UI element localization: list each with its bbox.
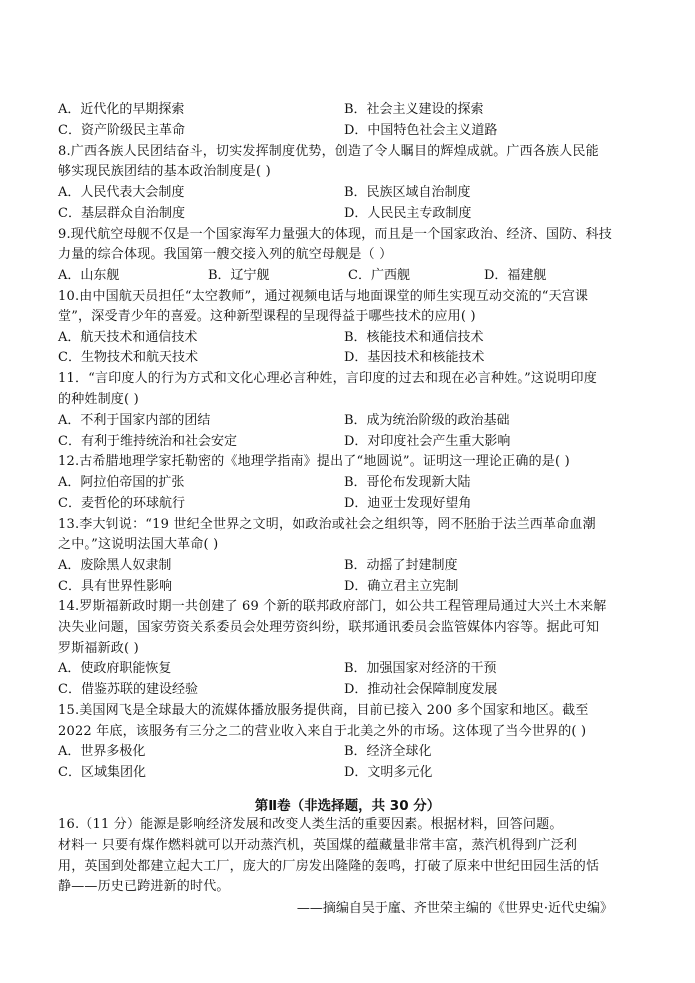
q8-option-a[interactable]: A．人民代表大会制度 [58,185,185,200]
q16-source: ——摘编自吴于廑、齐世荣主编的《世界史·近代史编》 [296,901,613,916]
q9-stem-line-1: 9.现代航空母舰不仅是一个国家海军力量强大的体现，而且是一个国家政治、经济、国防、科技 [58,227,613,242]
q10-stem-line-1: 10.由中国航天员担任“太空教师”，通过视频电话与地面课堂的师生实现互动交流的“天宫课 [58,289,589,304]
q13-option-b[interactable]: B．动摇了封建制度 [344,558,458,573]
q9-option-a[interactable]: A．山东舰 [58,268,120,283]
q13-stem-line-1: 13.李大钊说：“19 世纪全世界之文明，如政治或社会之组织等，罔不胚胎于法兰西革命血潮 [58,517,596,532]
q7-option-d[interactable]: D．中国特色社会主义道路 [344,123,498,138]
q7-option-a[interactable]: A．近代化的早期探索 [58,102,185,117]
q15-option-a[interactable]: A．世界多极化 [58,744,146,759]
q10-option-d[interactable]: D．基因技术和核能技术 [344,350,485,365]
q13-option-d[interactable]: D．确立君主立宪制 [344,579,459,594]
q14-option-b[interactable]: B．加强国家对经济的干预 [344,661,497,676]
q7-option-c[interactable]: C．资产阶级民主革命 [58,123,185,138]
q12-option-a[interactable]: A．阿拉伯帝国的扩张 [58,475,185,490]
q11-option-d[interactable]: D．对印度社会产生重大影响 [344,434,511,449]
q15-option-b[interactable]: B．经济全球化 [344,744,432,759]
q14-option-a[interactable]: A．使政府职能恢复 [58,661,172,676]
q14-option-d[interactable]: D．推动社会保障制度发展 [344,682,498,697]
q13-option-a[interactable]: A．废除黑人奴隶制 [58,558,172,573]
q10-option-c[interactable]: C．生物技术和航天技术 [58,350,198,365]
q9-option-d[interactable]: D．福建舰 [484,268,547,283]
q16-line-2: 材料一 只要有煤作燃料就可以开动蒸汽机，英国煤的蕴藏量非常丰富，蒸汽机得到广泛利 [58,838,578,853]
q15-option-c[interactable]: C．区域集团化 [58,765,146,780]
q15-stem-line-2: 2022 年底，该服务有三分之二的营业收入来自于北美之外的市场。这体现了当今世界的( ) [58,724,587,739]
q13-stem-line-2: 之中。”这说明法国大革命( ) [58,537,219,552]
q13-option-c[interactable]: C．具有世界性影响 [58,579,172,594]
q12-stem-line-1: 12.古希腊地理学家托勒密的《地理学指南》提出了“地圆说”。证明这一理论正确的是( ) [58,454,570,469]
q14-stem-line-1: 14.罗斯福新政时期一共创建了 69 个新的联邦政府部门，如公共工程管理局通过大兴土木来解 [58,599,607,614]
q12-option-d[interactable]: D．迪亚士发现好望角 [344,496,472,511]
q14-stem-line-2: 决失业问题，国家劳资关系委员会处理劳资纠纷，联邦通讯委员会监管媒体内容等。据此可知 [58,620,600,635]
q10-option-a[interactable]: A．航天技术和通信技术 [58,330,198,345]
q12-option-c[interactable]: C．麦哲伦的环球航行 [58,496,185,511]
q9-stem-line-2: 力量的综合体现。我国第一艘交接入列的航空母舰是（ ） [58,247,393,262]
q8-option-d[interactable]: D．人民民主专政制度 [344,206,472,221]
q14-option-c[interactable]: C．借鉴苏联的建设经验 [58,682,198,697]
q16-line-1: 16.（11 分）能源是影响经济发展和改变人类生活的重要因素。根据材料，回答问题。 [58,817,563,832]
q10-stem-line-2: 堂”，深受青少年的喜爱。这种新型课程的呈现得益于哪些技术的应用( ) [58,309,476,324]
q8-stem-line-2: 够实现民族团结的基本政治制度是( ) [58,164,271,179]
q8-option-c[interactable]: C．基层群众自治制度 [58,206,185,221]
q11-option-c[interactable]: C．有利于维持统治和社会安定 [58,434,237,449]
q7-option-b[interactable]: B．社会主义建设的探索 [344,102,484,117]
q9-option-b[interactable]: B．辽宁舰 [208,268,270,283]
q10-option-b[interactable]: B．核能技术和通信技术 [344,330,484,345]
q8-stem-line-1: 8.广西各族人民团结奋斗，切实发挥制度优势，创造了令人瞩目的辉煌成就。广西各族人民能 [58,144,599,159]
q15-option-d[interactable]: D．文明多元化 [344,765,433,780]
q11-option-b[interactable]: B．成为统治阶级的政治基础 [344,413,510,428]
q15-stem-line-1: 15.美国网飞是全球最大的流媒体播放服务提供商，目前已接入 200 多个国家和地区。截至 [58,703,589,718]
q12-option-b[interactable]: B．哥伦布发现新大陆 [344,475,471,490]
q11-stem-line-2: 的种姓制度( ) [58,392,139,407]
q16-line-4: 静——历史已跨进新的时代。 [58,879,230,894]
q16-line-3: 用，英国到处都建立起大工厂，庞大的厂房发出隆隆的轰鸣，打破了原来中世纪田园生活的恬 [58,859,600,874]
q11-option-a[interactable]: A．不利于国家内部的团结 [58,413,211,428]
q9-option-c[interactable]: C．广西舰 [348,268,410,283]
section-title: 第Ⅱ卷（非选择题，共 30 分） [254,798,441,814]
q11-stem-line-1: 11．“言印度人的行为方式和文化心理必言种姓，言印度的过去和现在必言种姓。”这说明印度 [58,371,597,386]
q8-option-b[interactable]: B．民族区域自治制度 [344,185,471,200]
q14-stem-line-3: 罗斯福新政( ) [58,641,139,656]
